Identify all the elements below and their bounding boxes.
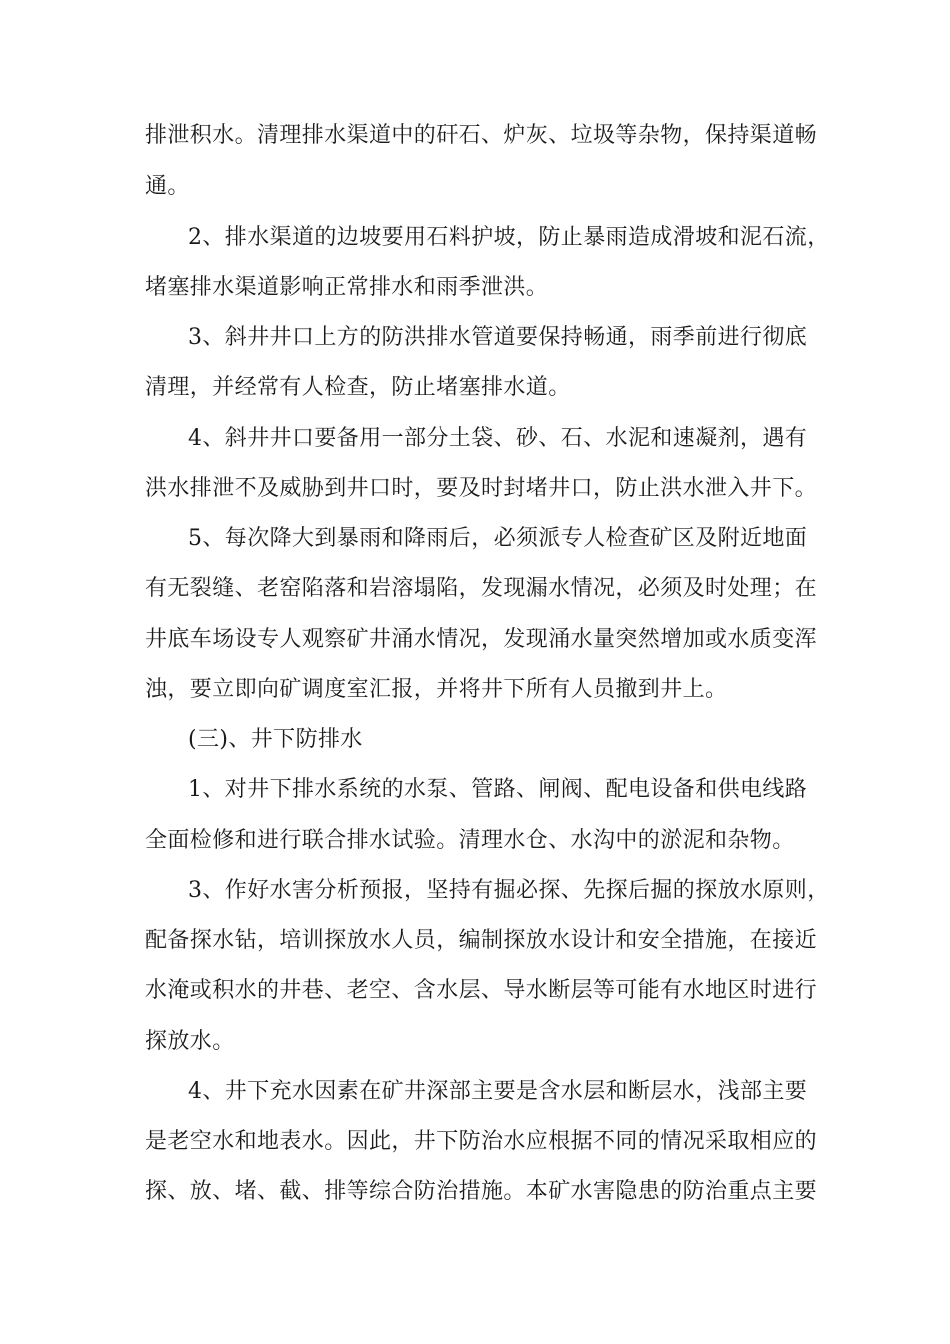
text-line: 探、放、堵、截、排等综合防治措施。本矿水害隐患的防治重点主要 <box>145 1179 818 1204</box>
text-line: 井底车场设专人观察矿井涌水情况，发现涌水量突然增加或水质变浑 <box>145 627 818 652</box>
text-line: 浊，要立即向矿调度室汇报，并将井下所有人员撤到井上。 <box>145 677 728 702</box>
text-line: 全面检修和进行联合排水试验。清理水仓、水沟中的淤泥和杂物。 <box>145 828 795 853</box>
text-line: 4、斜井井口要备用一部分土袋、砂、石、水泥和速凝剂，遇有 <box>188 426 808 451</box>
text-line: 排泄积水。清理排水渠道中的矸石、炉灰、垃圾等杂物，保持渠道畅 <box>145 123 818 148</box>
text-line: 是老空水和地表水。因此，井下防治水应根据不同的情况采取相应的 <box>145 1129 818 1154</box>
text-line: 4、井下充水因素在矿井深部主要是含水层和断层水，浅部主要 <box>188 1079 808 1104</box>
text-line: 洪水排泄不及威胁到井口时，要及时封堵井口，防止洪水泄入井下。 <box>145 476 818 501</box>
text-line: 清理，并经常有人检查，防止堵塞排水道。 <box>145 375 571 400</box>
text-line: 水淹或积水的井巷、老空、含水层、导水断层等可能有水地区时进行 <box>145 978 818 1003</box>
text-line: 配备探水钻，培训探放水人员，编制探放水设计和安全措施，在接近 <box>145 928 818 953</box>
text-line: 探放水。 <box>145 1029 235 1054</box>
text-line: 1、对井下排水系统的水泵、管路、闸阀、配电设备和供电线路 <box>188 777 808 802</box>
text-line: 2、排水渠道的边坡要用石料护坡，防止暴雨造成滑坡和泥石流， <box>188 225 830 250</box>
text-line: 通。 <box>145 174 190 199</box>
text-line: 3、作好水害分析预报，坚持有掘必探、先探后掘的探放水原则， <box>188 878 830 903</box>
text-line: 堵塞排水渠道影响正常排水和雨季泄洪。 <box>145 275 549 300</box>
section-heading: (三)、井下防排水 <box>188 727 363 752</box>
text-line: 3、斜井井口上方的防洪排水管道要保持畅通，雨季前进行彻底 <box>188 325 808 350</box>
text-line: 5、每次降大到暴雨和降雨后，必须派专人检查矿区及附近地面 <box>188 526 808 551</box>
text-line: 有无裂缝、老窑陷落和岩溶塌陷，发现漏水情况，必须及时处理；在 <box>145 576 818 601</box>
